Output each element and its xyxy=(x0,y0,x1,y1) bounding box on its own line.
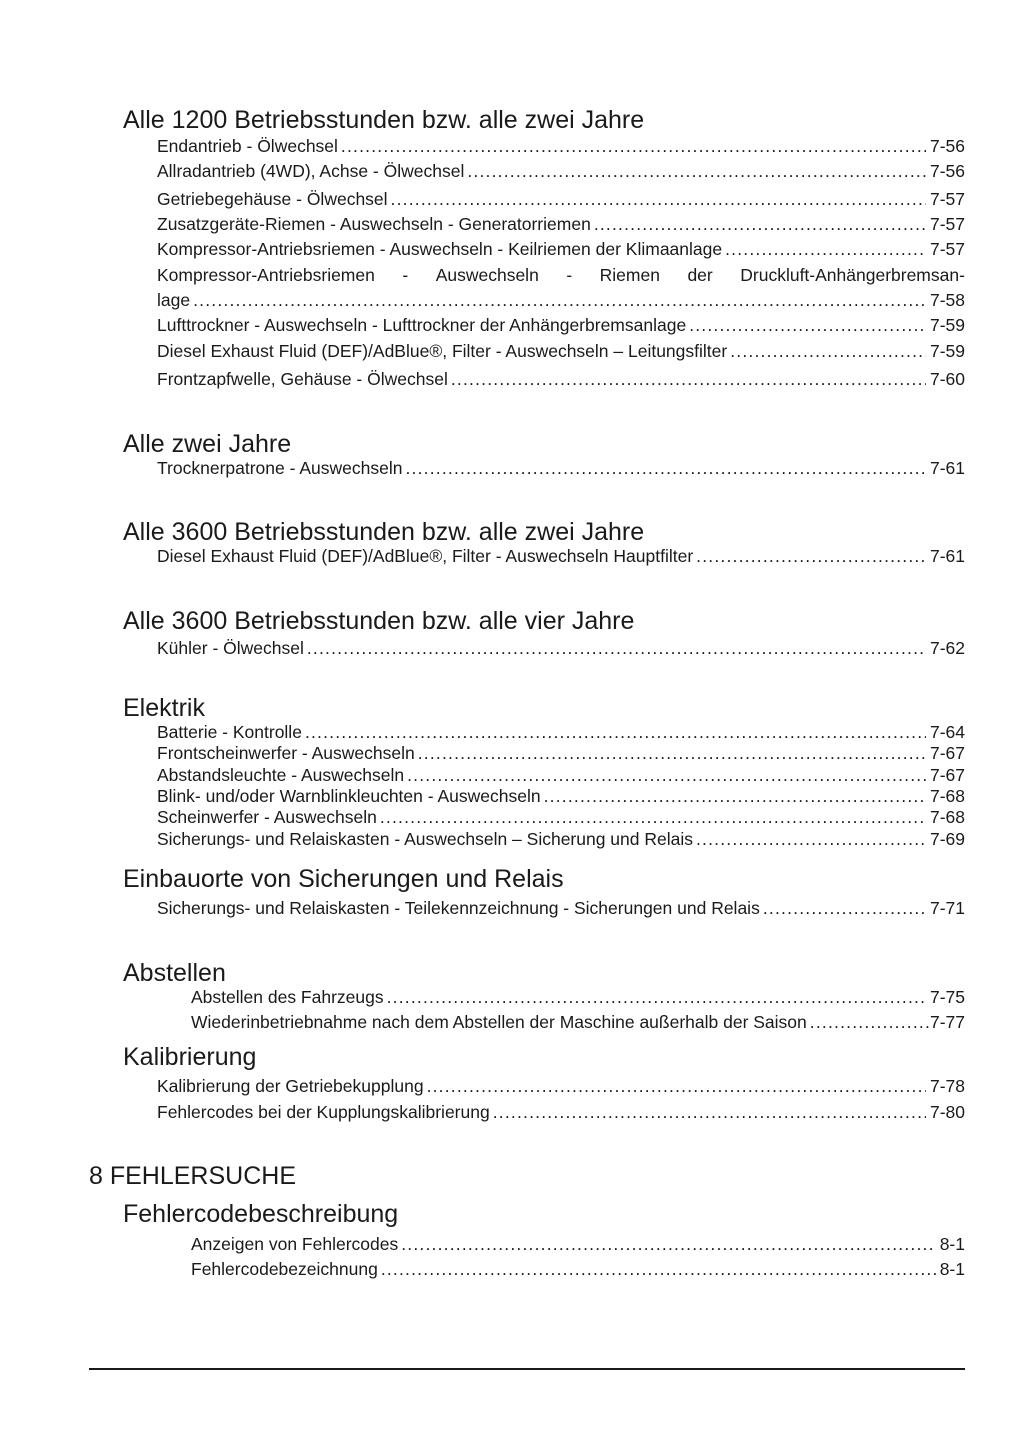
toc-entry-text: Allradantrieb (4WD), Achse - Ölwechsel xyxy=(157,161,465,181)
dot-leader xyxy=(305,721,926,743)
section-heading: Einbauorte von Sicherungen und Relais xyxy=(123,865,564,893)
section-heading: Fehlercodebeschreibung xyxy=(123,1200,399,1228)
dot-leader xyxy=(730,340,926,362)
section-heading: Kalibrierung xyxy=(123,1043,257,1071)
dot-leader xyxy=(407,764,926,786)
section-heading: Abstellen xyxy=(123,959,226,987)
dot-leader xyxy=(380,806,926,828)
dot-leader xyxy=(341,135,926,157)
chapter-heading: 8 FEHLERSUCHE xyxy=(89,1162,296,1190)
dot-leader xyxy=(467,160,926,182)
section-heading: Elektrik xyxy=(123,694,205,722)
dot-leader xyxy=(387,986,926,1008)
toc-entry-page: 7-57 xyxy=(929,239,965,259)
toc-entry-text: Frontscheinwerfer - Auswechseln xyxy=(157,743,415,763)
toc-entry-text: Batterie - Kontrolle xyxy=(157,722,302,742)
word: der xyxy=(687,265,713,285)
toc-entry[interactable] xyxy=(157,213,965,235)
toc-entry-page: 7-75 xyxy=(929,987,965,1007)
word: Druckluft-Anhängerbremsan- xyxy=(740,265,965,285)
toc-entry-text: Frontzapfwelle, Gehäuse - Ölwechsel xyxy=(157,369,448,389)
dot-leader xyxy=(451,368,926,390)
toc-entry-page: 7-60 xyxy=(929,369,965,389)
word: - xyxy=(566,265,573,285)
toc-entry-text: Scheinwerfer - Auswechseln xyxy=(157,807,377,827)
toc-entry-text: Diesel Exhaust Fluid (DEF)/AdBlue®, Filter - Auswechseln Hauptfilter xyxy=(157,546,694,566)
dot-leader xyxy=(594,213,926,235)
section-heading: Alle 3600 Betriebsstunden bzw. alle zwei Jahre xyxy=(123,518,645,546)
section-heading: Alle zwei Jahre xyxy=(123,430,292,458)
toc-entry-text: Lufttrockner - Auswechseln - Lufttrockner der Anhängerbremsanlage xyxy=(157,315,687,335)
word: - xyxy=(402,265,409,285)
word: Auswechseln xyxy=(435,265,539,285)
toc-entry-page: 7-56 xyxy=(929,136,965,156)
toc-entry-text: Abstandsleuchte - Auswechseln xyxy=(157,765,405,785)
toc-entry-page: 7-71 xyxy=(929,898,965,918)
toc-entry-page: 7-57 xyxy=(929,214,965,234)
footer-rule xyxy=(89,1368,965,1370)
toc-entry[interactable] xyxy=(157,135,965,157)
toc-entry-text: Diesel Exhaust Fluid (DEF)/AdBlue®, Filter - Auswechseln – Leitungsfilter xyxy=(157,341,728,361)
toc-entry[interactable] xyxy=(157,785,965,807)
toc-entry-page: 7-58 xyxy=(929,290,965,310)
toc-entry-page: 7-78 xyxy=(929,1076,965,1096)
toc-entry-page: 7-57 xyxy=(929,189,965,209)
dot-leader xyxy=(696,545,926,567)
toc-entry[interactable] xyxy=(191,1258,965,1280)
toc-entry-page: 7-62 xyxy=(929,638,965,658)
toc-entry-page: 7-67 xyxy=(929,743,965,763)
toc-entry-page: 8-1 xyxy=(939,1234,965,1254)
dot-leader xyxy=(696,828,926,850)
dot-leader xyxy=(381,1258,936,1280)
toc-entry-text: Fehlercodebezeichnung xyxy=(191,1259,378,1279)
dot-leader xyxy=(307,637,926,659)
dot-leader xyxy=(725,238,926,260)
dot-leader xyxy=(689,314,926,336)
toc-entry[interactable] xyxy=(157,1075,965,1097)
dot-leader xyxy=(401,1233,935,1255)
toc-entry[interactable] xyxy=(157,340,965,362)
toc-entry-text: Blink- und/oder Warnblinkleuchten - Auswechseln xyxy=(157,786,541,806)
toc-entry-page: 7-80 xyxy=(929,1102,965,1122)
toc-entry-page: 7-61 xyxy=(929,458,965,478)
toc-entry-text: Kalibrierung der Getriebekupplung xyxy=(157,1076,424,1096)
toc-entry[interactable] xyxy=(157,828,965,850)
dot-leader xyxy=(418,742,926,764)
toc-entry-text: Kühler - Ölwechsel xyxy=(157,638,304,658)
toc-entry-page: 7-64 xyxy=(929,722,965,742)
toc-entry[interactable] xyxy=(157,457,965,479)
toc-entry-text: Kompressor-Antriebsriemen - Auswechseln - Keilriemen der Klimaanlage xyxy=(157,239,723,259)
toc-entry-text: Sicherungs- und Relaiskasten - Auswechseln – Sicherung und Relais xyxy=(157,829,693,849)
toc-entry-page: 7-68 xyxy=(929,807,965,827)
toc-entry-text: Abstellen des Fahrzeugs xyxy=(191,987,384,1007)
toc-entry-page: 7-69 xyxy=(929,829,965,849)
toc-entry[interactable] xyxy=(157,289,965,311)
dot-leader xyxy=(405,457,926,479)
dot-leader xyxy=(391,188,926,210)
toc-entry-page: 7-68 xyxy=(929,786,965,806)
section-heading: Alle 3600 Betriebsstunden bzw. alle vier Jahre xyxy=(123,607,635,635)
dot-leader xyxy=(193,289,926,311)
dot-leader xyxy=(763,897,926,919)
dot-leader xyxy=(810,1011,930,1033)
toc-entry-page: 7-59 xyxy=(929,315,965,335)
toc-entry-text: Sicherungs- und Relaiskasten - Teilekennzeichnung - Sicherungen und Relais xyxy=(157,898,760,918)
toc-entry-page: 7-61 xyxy=(929,546,965,566)
toc-entry[interactable] xyxy=(191,1233,965,1255)
section-heading: Alle 1200 Betriebsstunden bzw. alle zwei Jahre xyxy=(123,106,645,134)
toc-entry[interactable] xyxy=(157,764,965,786)
toc-entry-text: Fehlercodes bei der Kupplungskalibrierung xyxy=(157,1102,490,1122)
dot-leader xyxy=(544,785,926,807)
toc-entry-text: Wiederinbetriebnahme nach dem Abstellen der Maschine außerhalb der Saison xyxy=(191,1012,807,1032)
toc-entry[interactable] xyxy=(157,238,965,260)
dot-leader xyxy=(493,1101,926,1123)
word: Riemen xyxy=(599,265,660,285)
toc-entry[interactable] xyxy=(157,806,965,828)
toc-entry[interactable] xyxy=(157,368,965,390)
toc-entry-text: Endantrieb - Ölwechsel xyxy=(157,136,338,156)
toc-entry[interactable] xyxy=(157,721,965,743)
toc-entry[interactable] xyxy=(191,986,965,1008)
toc-entry-page: 7-56 xyxy=(929,161,965,181)
toc-entry[interactable] xyxy=(191,1011,965,1033)
word: Kompressor-Antriebsriemen xyxy=(157,265,375,285)
toc-entry-page: 7-59 xyxy=(929,341,965,361)
toc-entry[interactable] xyxy=(157,742,965,764)
toc-entry-text-line1[interactable] xyxy=(157,264,965,286)
toc-entry[interactable] xyxy=(157,314,965,336)
toc-entry-page: 7-77 xyxy=(929,1012,965,1032)
toc-entry-page: 7-67 xyxy=(929,765,965,785)
toc-entry[interactable] xyxy=(157,545,965,567)
toc-entry-text: Trocknerpatrone - Auswechseln xyxy=(157,458,403,478)
dot-leader xyxy=(427,1075,926,1097)
toc-entry-text: lage xyxy=(157,290,191,310)
toc-entry[interactable] xyxy=(157,188,965,210)
toc-entry-page: 8-1 xyxy=(939,1259,965,1279)
toc-entry-text: Getriebegehäuse - Ölwechsel xyxy=(157,189,388,209)
toc-entry-text: Zusatzgeräte-Riemen - Auswechseln - Generatorriemen xyxy=(157,214,591,234)
toc-entry[interactable] xyxy=(157,897,965,919)
toc-entry[interactable] xyxy=(157,160,965,182)
toc-entry-text: Anzeigen von Fehlercodes xyxy=(191,1234,399,1254)
toc-entry[interactable] xyxy=(157,637,965,659)
toc-entry[interactable] xyxy=(157,1101,965,1123)
